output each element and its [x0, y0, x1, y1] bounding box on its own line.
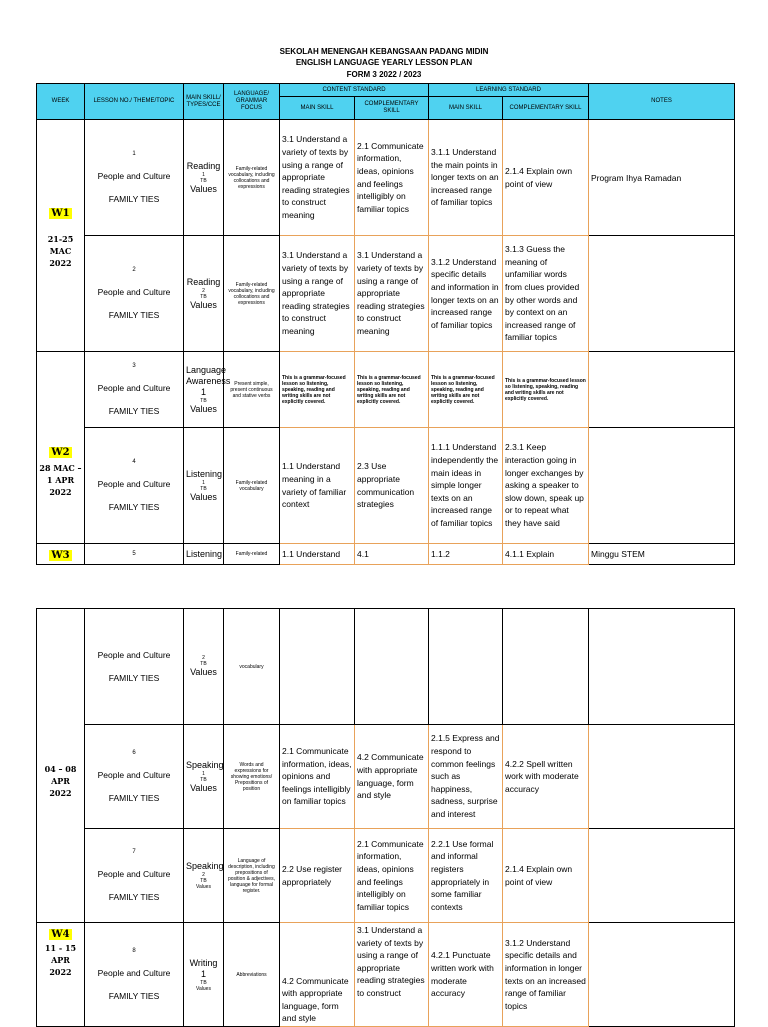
lesson-number: 7: [132, 848, 136, 855]
skill-values: Values: [190, 491, 217, 502]
skill-name: Listening: [184, 544, 224, 565]
cs-comp-cell: 3.1 Understand a variety of texts by using a range of appropriate reading strategies to construct: [355, 923, 429, 1027]
skill-name: Writing 1: [189, 957, 218, 979]
skill-cce: TB: [200, 979, 207, 986]
language-cell: Present simple, present continuous and stative verbs: [224, 352, 280, 428]
col-cs-comp: COMPLEMENTARY SKILL: [355, 97, 429, 120]
language-cell: Language of description, including prepositions of position & adjectives, language for formal register.: [224, 829, 280, 923]
language-cell: Family-related: [224, 544, 280, 565]
ls-main-cell: 3.1.2 Understand specific details and information in longer texts on an increased range of familiar topics: [429, 236, 503, 352]
lesson-cell: [85, 923, 184, 1027]
notes-cell: [589, 352, 735, 428]
skill-cell: [184, 352, 231, 428]
lesson-topic: FAMILY TIES: [108, 501, 160, 512]
ls-main-cell: 2.1.5 Express and respond to common feelings such as happiness, sadness, surprise and interest: [429, 725, 503, 829]
table-row: [37, 923, 735, 1027]
cs-comp-cell: [355, 609, 429, 725]
skill-values: Values: [190, 403, 217, 414]
lesson-number: 2: [132, 266, 136, 273]
lesson-number: 1: [132, 150, 136, 157]
ls-main-cell: 4.2.1 Punctuate written work with moderate accuracy: [429, 923, 503, 1027]
ls-comp-cell: 3.1.3 Guess the meaning of unfamiliar words from clues provided by other words and by context on an increased range of familiar topics: [503, 236, 589, 352]
lesson-cell: [85, 120, 184, 236]
ls-comp-cell: 2.3.1 Keep interaction going in longer exchanges by asking a speaker to slow down, speak up or to repeat what they have said: [503, 428, 589, 544]
week-label: W2: [51, 447, 70, 458]
table-row: [37, 352, 735, 428]
ls-comp-cell: This is a grammar-focused lesson so listening, speaking, reading and writing skills are not explicitly covered.: [503, 352, 589, 428]
lesson-cell: [85, 352, 184, 428]
lesson-number: 5: [85, 544, 184, 565]
skill-name: Reading: [186, 276, 221, 287]
cs-comp-cell: 4.1: [355, 544, 429, 565]
skill-cce: TB: [200, 485, 207, 492]
col-cs-main: MAIN SKILL: [280, 97, 355, 120]
skill-name: Listening: [186, 468, 223, 479]
table-row: [37, 428, 735, 544]
lesson-theme: People and Culture: [97, 769, 171, 780]
skill-name: Speaking: [186, 861, 224, 871]
ls-comp-cell: 2.1.4 Explain own point of view: [503, 829, 589, 923]
skill-cce: TB: [200, 177, 207, 184]
notes-cell: [589, 923, 735, 1027]
cs-main-cell: 3.1 Understand a variety of texts by using a range of appropriate reading strategies to construct meaning: [280, 236, 355, 352]
col-content-standard: CONTENT STANDARD: [280, 84, 429, 97]
week-cell: [37, 120, 85, 352]
lesson-cell: [85, 829, 184, 923]
lesson-cell: [85, 609, 184, 725]
skill-values: Values: [190, 782, 217, 793]
lesson-topic: FAMILY TIES: [108, 193, 160, 204]
lesson-theme: People and Culture: [97, 478, 171, 489]
lesson-topic: FAMILY TIES: [108, 891, 160, 902]
lesson-plan-table-page1: [36, 83, 735, 565]
ls-comp-cell: 3.1.2 Understand specific details and information in longer texts on an increased range of familiar topics: [503, 923, 589, 1027]
skill-cce: TB: [200, 661, 207, 667]
col-ls-main: MAIN SKILL: [429, 97, 503, 120]
lesson-cell: [85, 725, 184, 829]
notes-cell: [589, 725, 735, 829]
skill-number: 2: [202, 872, 205, 878]
cs-main-cell: 2.2 Use register appropriately: [280, 829, 355, 923]
cs-comp-cell: 4.2 Communicate with appropriate language, form and style: [355, 725, 429, 829]
skill-number: 2: [202, 287, 205, 294]
col-learning-standard: LEARNING STANDARD: [429, 84, 589, 97]
lesson-theme: People and Culture: [97, 868, 171, 879]
skill-values: Values: [190, 183, 217, 194]
lesson-number: 6: [132, 749, 136, 756]
skill-cce: TB: [200, 776, 207, 783]
table-row: [37, 725, 735, 829]
cs-main-cell: 2.1 Communicate information, ideas, opinions and feelings intelligibly on familiar topics: [280, 725, 355, 829]
cs-main-cell: 3.1 Understand a variety of texts by using a range of appropriate reading strategies to construct meaning: [280, 120, 355, 236]
skill-name: Speaking: [186, 759, 224, 770]
language-cell: Family-related vocabulary: [224, 428, 280, 544]
week-cell: [37, 544, 85, 565]
lesson-theme: People and Culture: [97, 967, 171, 978]
language-cell: Family-related vocabulary, including collocations and expressions: [224, 120, 280, 236]
table-row: [37, 236, 735, 352]
form-title: FORM 3 2022 / 2023: [346, 70, 422, 79]
notes-cell: [589, 829, 735, 923]
lesson-cell: [85, 428, 184, 544]
ls-comp-cell: 4.2.2 Spell written work with moderate accuracy: [503, 725, 589, 829]
week-cell: [37, 923, 85, 1027]
ls-comp-cell: 4.1.1 Explain: [503, 544, 589, 565]
lesson-number: 4: [132, 458, 136, 465]
week-date: 04 – 08 APR 2022: [44, 763, 77, 798]
notes-cell: [589, 609, 735, 725]
ls-main-cell: 2.2.1 Use formal and informal registers appropriately in some familiar contexts: [429, 829, 503, 923]
skill-cell: [184, 428, 224, 544]
skill-cce: TB: [200, 293, 207, 300]
col-ls-comp: COMPLEMENTARY SKILL: [503, 97, 589, 120]
cs-comp-cell: 2.1 Communicate information, ideas, opinions and feelings intelligibly on familiar topics: [355, 120, 429, 236]
ls-main-cell: 1.1.1 Understand independently the main ideas in simple longer texts on an increased range of familiar topics: [429, 428, 503, 544]
week-label: W3: [51, 550, 70, 561]
skill-values: Values: [190, 667, 217, 677]
skill-name: Reading: [186, 160, 221, 171]
language-cell: Abbreviations: [224, 923, 280, 1027]
ls-main-cell: This is a grammar-focused lesson so listening, speaking, reading and writing skills are not explicitly covered.: [429, 352, 503, 428]
cs-main-cell: [280, 609, 355, 725]
skill-number: 2: [202, 655, 205, 661]
week-cell: [37, 352, 85, 544]
ls-main-cell: 3.1.1 Understand the main points in longer texts on an increased range of familiar topics: [429, 120, 503, 236]
table-row: [37, 544, 735, 565]
lesson-number: 8: [132, 947, 136, 954]
cs-main-cell: 1.1 Understand meaning in a variety of familiar context: [280, 428, 355, 544]
col-main-skill: MAIN SKILL/ TYPES/CCE: [184, 84, 224, 120]
cs-main-cell: 1.1 Understand: [280, 544, 355, 565]
skill-values: Values: [196, 985, 211, 992]
skill-cell: [184, 829, 224, 923]
cs-comp-cell: 3.1 Understand a variety of texts by using a range of appropriate reading strategies to construct meaning: [355, 236, 429, 352]
lesson-topic: FAMILY TIES: [108, 309, 160, 320]
notes-cell: [589, 428, 735, 544]
notes-cell: [589, 236, 735, 352]
language-cell: Family-related vocabulary, including collocations and expressions: [224, 236, 280, 352]
skill-cell: [184, 609, 224, 725]
week-label: W4: [51, 929, 70, 940]
cs-main-cell: This is a grammar-focused lesson so listening, speaking, reading and writing skills are not explicitly covered.: [280, 352, 355, 428]
lesson-number: 3: [132, 362, 136, 369]
skill-number: 1: [202, 479, 205, 486]
ls-comp-cell: [503, 609, 589, 725]
lesson-cell: [85, 236, 184, 352]
language-cell: vocabulary: [224, 609, 280, 725]
skill-values: Values: [196, 884, 211, 890]
col-lesson: LESSON NO./ THEME/TOPIC: [85, 84, 184, 120]
skill-cell: [184, 236, 224, 352]
cs-comp-cell: 2.3 Use appropriate communication strategies: [355, 428, 429, 544]
skill-cell: [184, 120, 224, 236]
col-week: WEEK: [37, 84, 85, 120]
skill-cell: [184, 923, 224, 1027]
cs-comp-cell: This is a grammar-focused lesson so listening, speaking, reading and writing skills are not explicitly covered.: [355, 352, 429, 428]
skill-name: Language Awareness 1: [186, 364, 231, 397]
week-label: W1: [51, 207, 70, 219]
lesson-theme: People and Culture: [97, 170, 171, 181]
ls-comp-cell: 2.1.4 Explain own point of view: [503, 120, 589, 236]
table-row: [37, 829, 735, 923]
skill-number: 1: [202, 770, 205, 777]
col-notes: NOTES: [589, 84, 735, 120]
lesson-theme: People and Culture: [97, 649, 171, 660]
skill-cce: TB: [200, 397, 207, 404]
table-row: [37, 609, 735, 725]
language-cell: Words and expressions for showing emotions/ Prepositions of position: [224, 725, 280, 829]
lesson-topic: FAMILY TIES: [108, 792, 160, 803]
ls-main-cell: 1.1.2: [429, 544, 503, 565]
week-date: 21-25 MAC 2022: [47, 233, 74, 268]
school-title: SEKOLAH MENENGAH KEBANGSAAN PADANG MIDIN: [279, 47, 489, 56]
table-row: [37, 120, 735, 236]
cs-main-cell: 4.2 Communicate with appropriate language, form and style: [280, 923, 355, 1027]
lesson-topic: FAMILY TIES: [108, 405, 160, 416]
skill-cell: [184, 725, 224, 829]
cs-comp-cell: 2.1 Communicate information, ideas, opinions and feelings intelligibly on familiar topics: [355, 829, 429, 923]
lesson-theme: People and Culture: [97, 286, 171, 297]
ls-main-cell: [429, 609, 503, 725]
week-date: 28 MAC – 1 APR 2022: [39, 463, 82, 497]
week-cell: [37, 609, 85, 923]
col-language: LANGUAGE/ GRAMMAR FOCUS: [224, 84, 280, 120]
skill-cce: TB: [200, 878, 207, 884]
lesson-plan-table-page2: [36, 608, 735, 1027]
week-date: 11 - 15 APR 2022: [44, 943, 77, 977]
lesson-topic: FAMILY TIES: [108, 990, 160, 1001]
plan-title: ENGLISH LANGUAGE YEARLY LESSON PLAN: [295, 58, 473, 67]
lesson-theme: People and Culture: [97, 382, 171, 393]
lesson-topic: FAMILY TIES: [108, 672, 160, 683]
skill-number: 1: [202, 171, 205, 178]
notes-cell: Minggu STEM: [589, 544, 735, 565]
notes-cell: Program Ihya Ramadan: [589, 120, 735, 236]
skill-values: Values: [190, 299, 217, 310]
